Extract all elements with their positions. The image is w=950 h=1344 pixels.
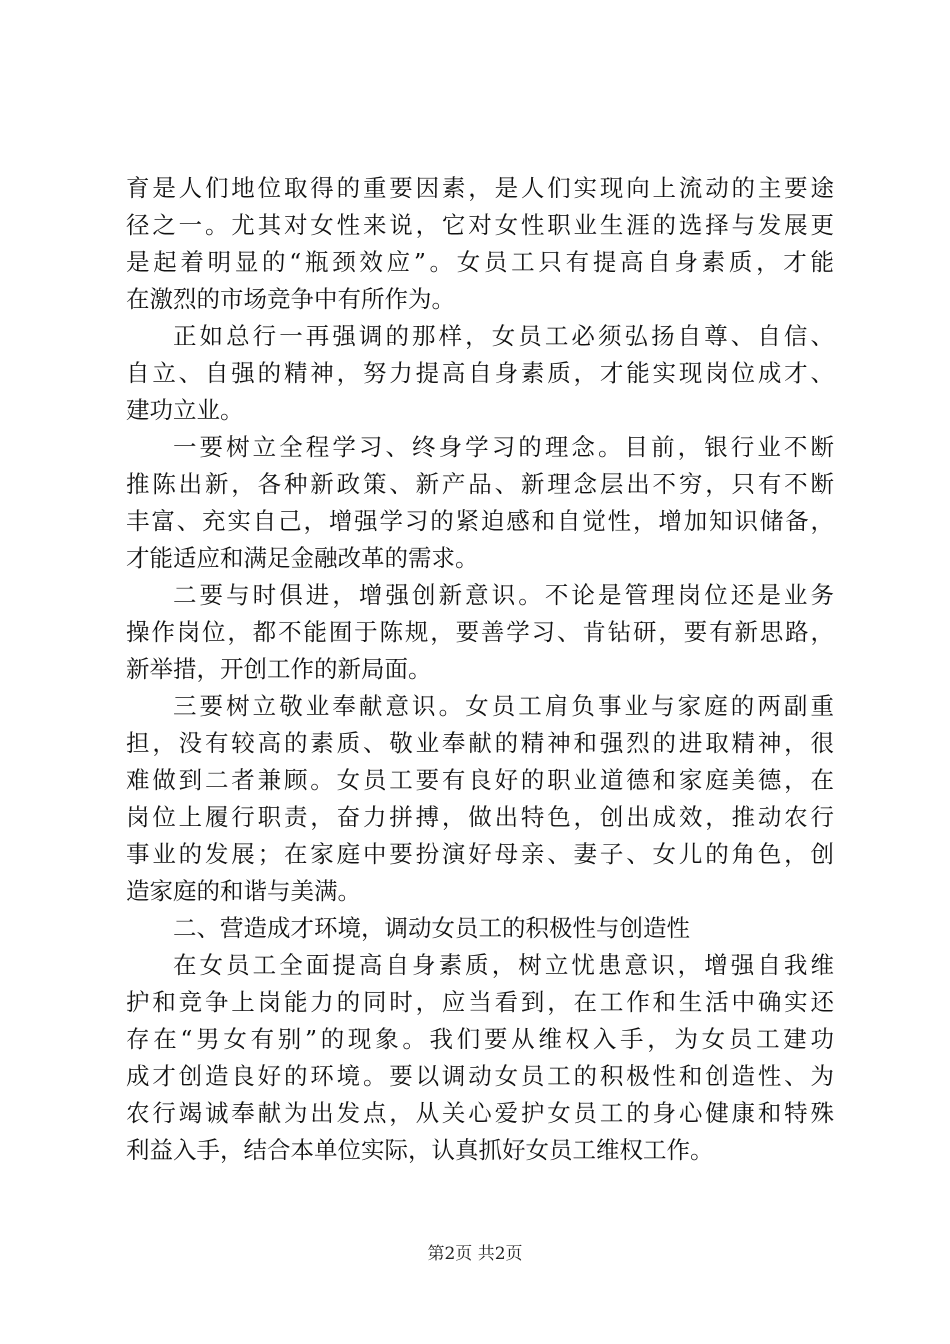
text-line: 一要树立全程学习、终身学习的理念。目前，银行业不断 [173,433,834,461]
text-line: 岗位上履行职责，奋力拼搏，做出特色，创出成效，推动农行 [126,803,834,831]
text-line: 造家庭的和谐与美满。 [126,877,361,905]
text-line: 二要与时俱进，增强创新意识。不论是管理岗位还是业务 [173,581,834,609]
page-number-footer: 第2页 共2页 [427,1244,523,1264]
text-line: 新举措，开创工作的新局面。 [126,655,432,683]
text-line: 丰富、充实自己，增强学习的紧迫感和自觉性，增加知识储备， [126,507,834,535]
document-body [126,170,834,1169]
text-line: 存在“男女有别”的现象。我们要从维权入手，为女员工建功 [126,1025,834,1053]
text-line: 径之一。尤其对女性来说，它对女性职业生涯的选择与发展更 [126,211,834,239]
text-line: 在女员工全面提高自身素质，树立忧患意识，增强自我维 [173,951,834,979]
text-line: 自立、自强的精神，努力提高自身素质，才能实现岗位成才、 [126,359,834,387]
text-line: 二、营造成才环境，调动女员工的积极性与创造性 [173,914,690,942]
text-line: 事业的发展；在家庭中要扮演好母亲、妻子、女儿的角色，创 [126,840,834,868]
text-line: 农行竭诚奉献为出发点，从关心爱护女员工的身心健康和特殊 [126,1099,834,1127]
text-line: 担，没有较高的素质、敬业奉献的精神和强烈的进取精神，很 [126,729,834,757]
text-line: 护和竞争上岗能力的同时，应当看到，在工作和生活中确实还 [126,988,834,1016]
text-line: 操作岗位，都不能囿于陈规，要善学习、肯钻研，要有新思路， [126,618,834,646]
text-line: 成才创造良好的环境。要以调动女员工的积极性和创造性、为 [126,1062,834,1090]
text-line: 是起着明显的“瓶颈效应”。女员工只有提高自身素质，才能 [126,248,834,276]
text-line: 育是人们地位取得的重要因素，是人们实现向上流动的主要途 [126,174,834,202]
text-line: 推陈出新，各种新政策、新产品、新理念层出不穷，只有不断 [126,470,834,498]
text-line: 建功立业。 [126,396,244,424]
text-line: 才能适应和满足金融改革的需求。 [126,544,479,572]
text-line: 利益入手，结合本单位实际，认真抓好女员工维权工作。 [126,1136,714,1164]
text-line: 难做到二者兼顾。女员工要有良好的职业道德和家庭美德，在 [126,766,834,794]
text-line: 三要树立敬业奉献意识。女员工肩负事业与家庭的两副重 [173,692,834,720]
text-line: 正如总行一再强调的那样，女员工必须弘扬自尊、自信、 [173,322,834,350]
text-line: 在激烈的市场竞争中有所作为。 [126,285,455,313]
